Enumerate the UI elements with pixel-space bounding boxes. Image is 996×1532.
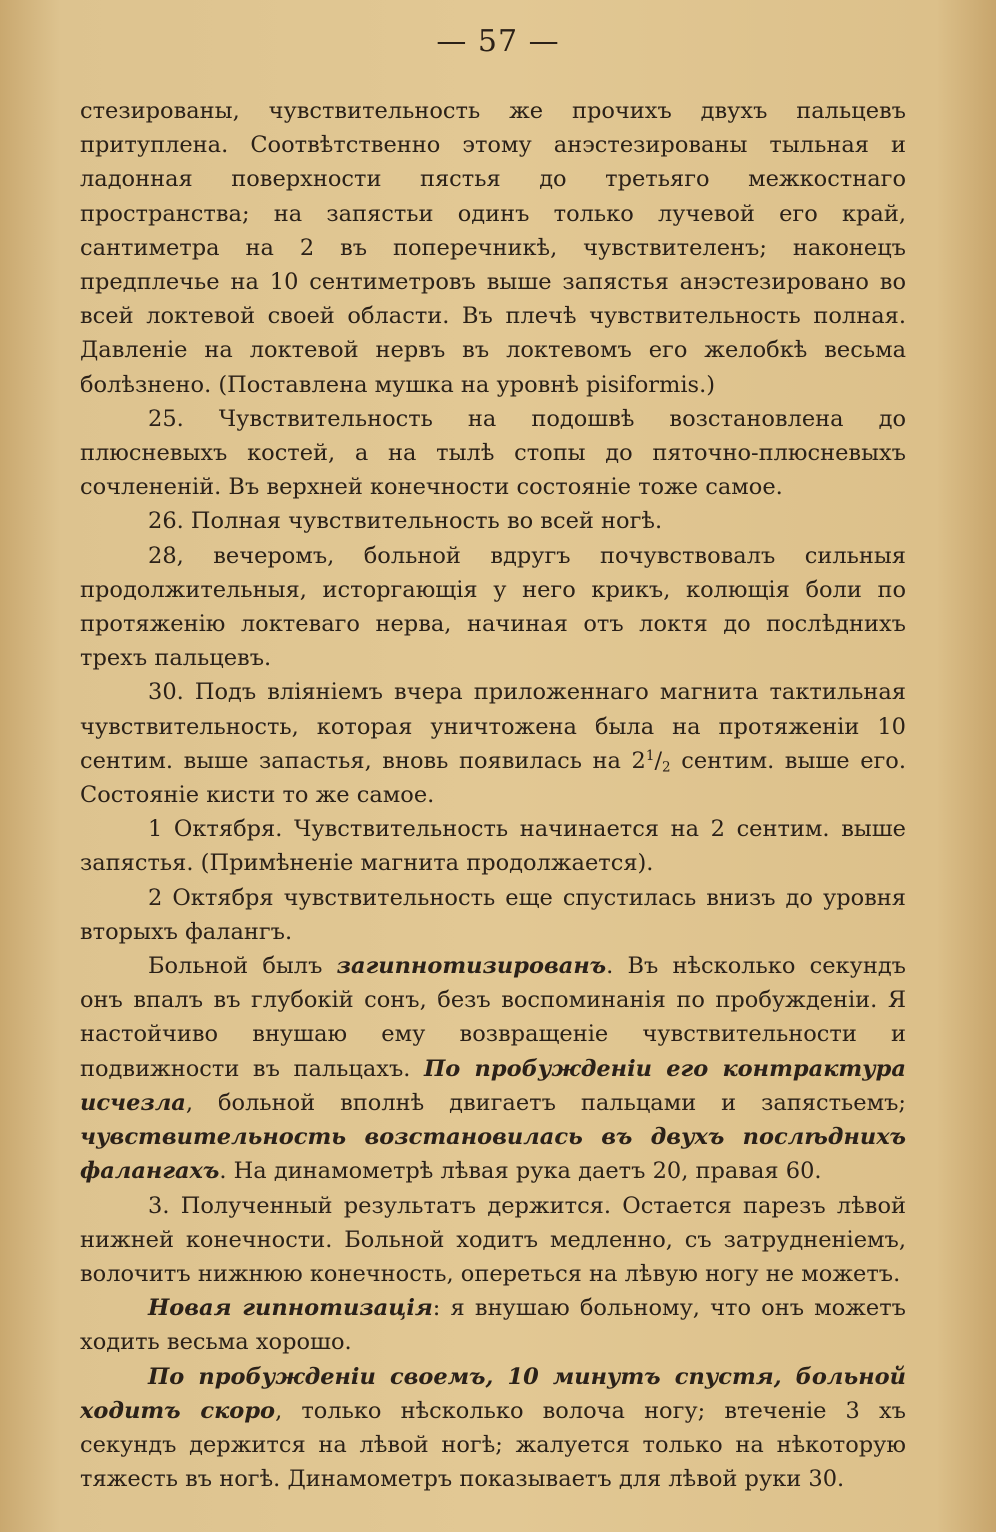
paragraph-p2	[80, 504, 906, 538]
text-run: , больной вполнѣ двигаетъ пальцами и запястьемъ;	[185, 1089, 906, 1116]
text-run: 25. Чувствительность на подошвѣ возстановлена до плюсневыхъ костей, а на тылѣ стопы до пяточно-плюсневыхъ сочлененій. Въ верхней конечности состояніе тоже самое.	[80, 405, 906, 501]
page-number: — 57 —	[436, 24, 560, 59]
text-run: 28, вечеромъ, больной вдругъ почувствовалъ сильныя продолжительныя, исторгающія у него крикъ, колющія боли по протяженію локтеваго нерва, начиная отъ локтя до послѣднихъ трехъ пальцевъ.	[80, 542, 906, 672]
text-run: , только нѣсколько волоча ногу; втеченіе 3 хъ секундъ держится на лѣвой ногѣ; жалуется только на нѣкоторую тяжесть въ ногѣ. Динамометръ показываетъ для лѣвой руки 30.	[80, 1397, 906, 1493]
text-run: . На динамометрѣ лѣвая рука даетъ 20, правая 60.	[219, 1158, 822, 1185]
italic-text: По пробужденіи своемъ, 10 минутъ спустя, больной ходитъ скоро	[80, 1363, 906, 1424]
italic-text: чувствительность возстановилась въ двухъ послѣднихъ фалангахъ	[80, 1124, 906, 1185]
text-run: 1 Октября. Чувствительность начинается на 2 сентим. выше запястья. (Примѣненіе магнита продолжается).	[80, 816, 906, 877]
italic-text: Новая гипнотизація	[148, 1295, 433, 1322]
text-run: 2 Октября чувствительность еще спустилась внизъ до уровня вторыхъ фалангъ.	[80, 884, 906, 945]
text-run: сентим. выше его. Состояніе кисти то же самое.	[80, 747, 906, 809]
paragraph-p4	[80, 675, 906, 812]
italic-text: загипнотизированъ	[336, 953, 607, 980]
paragraph-p1	[80, 402, 906, 505]
page-body	[80, 94, 906, 1496]
italic-text: По пробужденіи его контрактура исчезла	[80, 1055, 906, 1116]
paragraph-p7	[80, 949, 906, 1188]
text-run: 26. Полная чувствительность во всей ногѣ.	[148, 508, 663, 535]
text-run: Больной былъ	[148, 953, 337, 980]
text-run: 3. Полученный результатъ держится. Остается парезъ лѣвой нижней конечности. Больной ходитъ медленно, съ затрудненіемъ, волочитъ нижнюю конечность, опереться на лѣвую ногу не можетъ.	[80, 1192, 906, 1287]
fraction-text: $2^1/_2$	[631, 747, 671, 776]
paragraph-p9	[80, 1291, 906, 1359]
paragraph-p6	[80, 881, 906, 949]
paragraph-p5	[80, 812, 906, 880]
paragraph-p8	[80, 1189, 906, 1292]
paragraph-p10	[80, 1360, 906, 1497]
text-run: стезированы, чувствительность же прочихъ двухъ пальцевъ притуплена. Соотвѣтственно этому анэстезированы тыльная и ладонная поверхности пястья до третьяго межкостнаго пространства; на запястьи одинъ только лучевой его край, сантиметра на 2 въ поперечникѣ, чувствителенъ; наконецъ предплечье на 10 сентиметровъ выше запястья анэстезировано во всей локтевой своей области. Въ плечѣ чувствительность полная. Давленіе на локтевой нервъ въ локтевомъ его желобкѣ весьма болѣзнено. (Поставлена мушка на уровнѣ pisiformis.)	[80, 98, 906, 398]
text-run: . Въ нѣсколько секундъ онъ впалъ въ глубокій сонъ, безъ воспоминанія по пробужденіи. Я настойчиво внушаю ему возвращеніе чувствительности и подвижности въ пальцахъ.	[80, 953, 906, 1082]
text-run: 30. Подъ вліяніемъ вчера приложеннаго магнита тактильная чувствительность, которая уничтожена была на протяженіи 10 сентим. выше запастья, вновь появилась на	[80, 679, 906, 774]
paragraph-p0	[80, 94, 906, 402]
paragraph-p3	[80, 539, 906, 676]
text-run: : я внушаю больному, что онъ можетъ ходить весьма хорошо.	[80, 1295, 906, 1356]
